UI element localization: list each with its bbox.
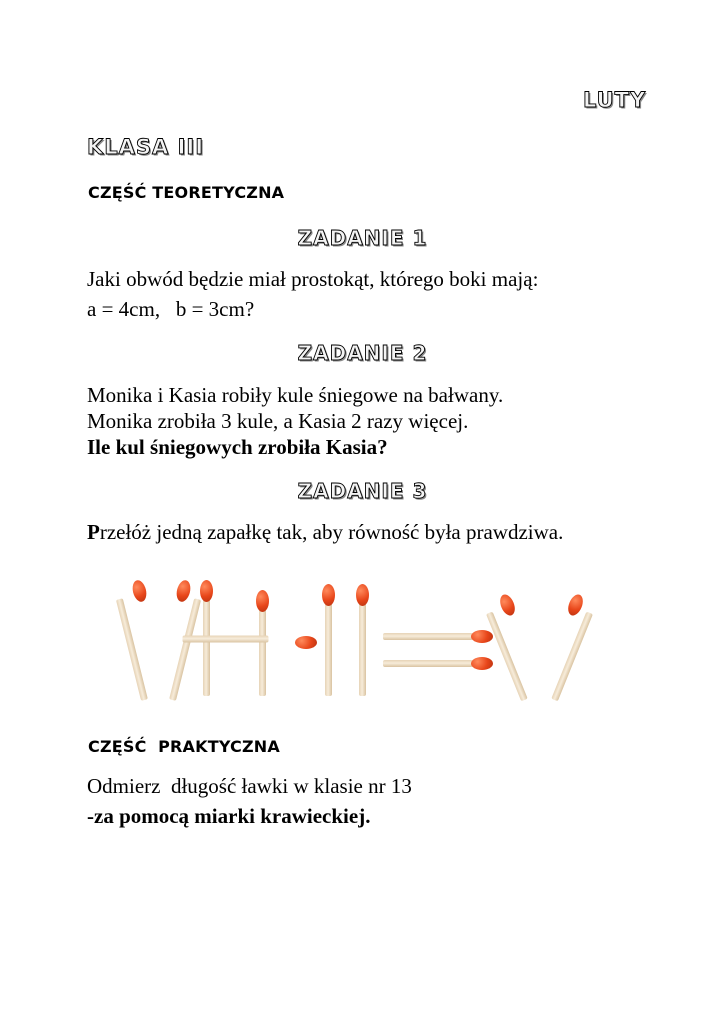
task-1-line-1: Jaki obwód będzie miał prostokąt, którego boki mają: [87, 267, 539, 291]
task-1-title: ZADANIE 1 [297, 226, 428, 250]
practice-line-2: -za pomocą miarki krawieckiej. [87, 804, 371, 828]
practice-section-header: CZĘŚĆ PRAKTYCZNA [88, 737, 280, 756]
matchstick [321, 578, 337, 700]
class-label: KLASA III [87, 135, 205, 159]
task-3-first-letter: P [87, 520, 100, 544]
task-2-question: Ile kul śniegowych zrobiła Kasia? [87, 435, 388, 459]
practice-line-1: Odmierz długość ławki w klasie nr 13 [87, 774, 412, 798]
task-3-instruction [87, 519, 563, 545]
matchstick-puzzle-image [115, 578, 585, 700]
task-2-line-2: Monika zrobiła 3 kule, a Kasia 2 razy więcej. [87, 409, 469, 433]
theory-section-header: CZĘŚĆ TEORETYCZNA [88, 183, 285, 202]
matchstick [383, 630, 493, 670]
task-3-title: ZADANIE 3 [297, 479, 428, 503]
task-3-instruction-rest: rzełóż jedną zapałkę tak, aby równość była prawdziwa. [99, 520, 564, 544]
matchstick [219, 586, 319, 696]
month-label: LUTY [583, 88, 647, 112]
task-2-line-1: Monika i Kasia robiły kule śniegowe na bałwany. [87, 383, 504, 407]
matchstick [355, 578, 371, 700]
task-1-line-2: a = 4cm, b = 3cm? [87, 297, 255, 321]
task-2-title: ZADANIE 2 [297, 341, 428, 365]
matchstick [495, 578, 585, 700]
